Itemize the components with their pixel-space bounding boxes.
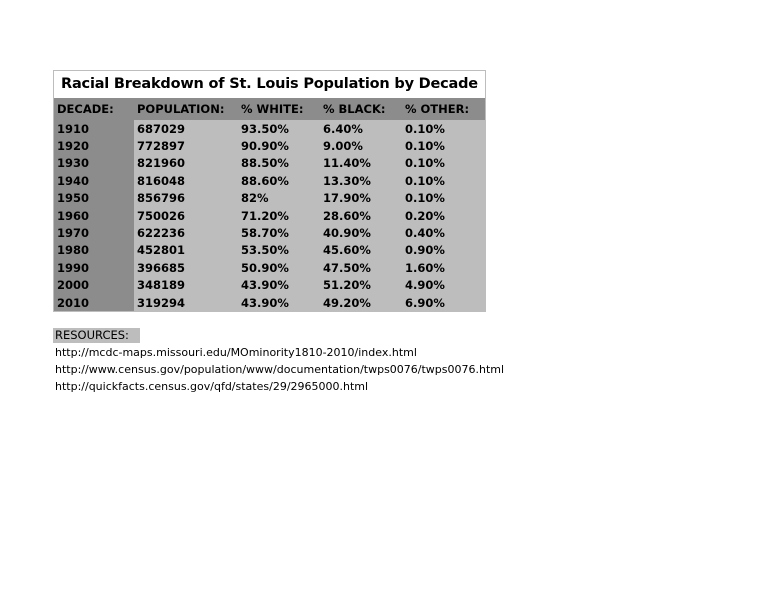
other-percent-cell: 0.10% [402,172,485,189]
black-percent-cell: 49.20% [320,294,402,311]
population-cell: 821960 [134,155,238,172]
black-percent-cell: 45.60% [320,242,402,259]
table-row [54,294,485,311]
white-percent-cell: 88.50% [238,155,320,172]
population-cell: 750026 [134,207,238,224]
white-percent-cell: 88.60% [238,172,320,189]
other-percent-cell: 1.60% [402,259,485,276]
population-table-block [53,70,486,312]
table-row [54,120,485,137]
decade-cell: 1980 [54,242,134,259]
table-header-row [54,98,485,120]
other-percent-cell: 4.90% [402,277,485,294]
table-row [54,277,485,294]
decade-cell: 1960 [54,207,134,224]
white-percent-cell: 53.50% [238,242,320,259]
table-body [54,120,485,311]
white-percent-cell: 43.90% [238,294,320,311]
column-header: DECADE: [54,98,134,120]
population-cell: 348189 [134,277,238,294]
white-percent-cell: 43.90% [238,277,320,294]
other-percent-cell: 0.10% [402,120,485,137]
population-cell: 622236 [134,224,238,241]
other-percent-cell: 0.40% [402,224,485,241]
decade-cell: 1920 [54,137,134,154]
column-header: POPULATION: [134,98,238,120]
decade-cell: 1940 [54,172,134,189]
population-cell: 452801 [134,242,238,259]
black-percent-cell: 6.40% [320,120,402,137]
black-percent-cell: 17.90% [320,190,402,207]
resource-link-2[interactable]: http://www.census.gov/population/www/documentation/twps0076/twps0076.html [55,363,505,376]
decade-cell: 2010 [54,294,134,311]
column-header: % OTHER: [402,98,485,120]
other-percent-cell: 6.90% [402,294,485,311]
black-percent-cell: 9.00% [320,137,402,154]
decade-cell: 1990 [54,259,134,276]
black-percent-cell: 51.20% [320,277,402,294]
white-percent-cell: 93.50% [238,120,320,137]
table-title: Racial Breakdown of St. Louis Population by Decade [54,71,485,98]
other-percent-cell: 0.20% [402,207,485,224]
table-row [54,137,485,154]
other-percent-cell: 0.10% [402,155,485,172]
population-cell: 856796 [134,190,238,207]
table-row [54,224,485,241]
resource-link-1[interactable]: http://mcdc-maps.missouri.edu/MOminority1810-2010/index.html [55,346,417,359]
black-percent-cell: 13.30% [320,172,402,189]
black-percent-cell: 28.60% [320,207,402,224]
decade-cell: 1930 [54,155,134,172]
table-row [54,172,485,189]
decade-cell: 1970 [54,224,134,241]
black-percent-cell: 11.40% [320,155,402,172]
decade-cell: 2000 [54,277,134,294]
population-cell: 772897 [134,137,238,154]
table-row [54,207,485,224]
decade-cell: 1910 [54,120,134,137]
other-percent-cell: 0.10% [402,137,485,154]
other-percent-cell: 0.90% [402,242,485,259]
white-percent-cell: 90.90% [238,137,320,154]
resources-label: RESOURCES: [53,328,140,343]
resources-section [53,326,504,395]
white-percent-cell: 82% [238,190,320,207]
table-row [54,259,485,276]
population-cell: 396685 [134,259,238,276]
population-cell: 687029 [134,120,238,137]
white-percent-cell: 71.20% [238,207,320,224]
resource-link-3[interactable]: http://quickfacts.census.gov/qfd/states/29/2965000.html [55,380,369,393]
white-percent-cell: 50.90% [238,259,320,276]
other-percent-cell: 0.10% [402,190,485,207]
table-row [54,242,485,259]
white-percent-cell: 58.70% [238,224,320,241]
table-row [54,190,485,207]
black-percent-cell: 40.90% [320,224,402,241]
decade-cell: 1950 [54,190,134,207]
population-table [54,98,485,311]
column-header: % WHITE: [238,98,320,120]
population-cell: 816048 [134,172,238,189]
population-cell: 319294 [134,294,238,311]
black-percent-cell: 47.50% [320,259,402,276]
column-header: % BLACK: [320,98,402,120]
table-row [54,155,485,172]
